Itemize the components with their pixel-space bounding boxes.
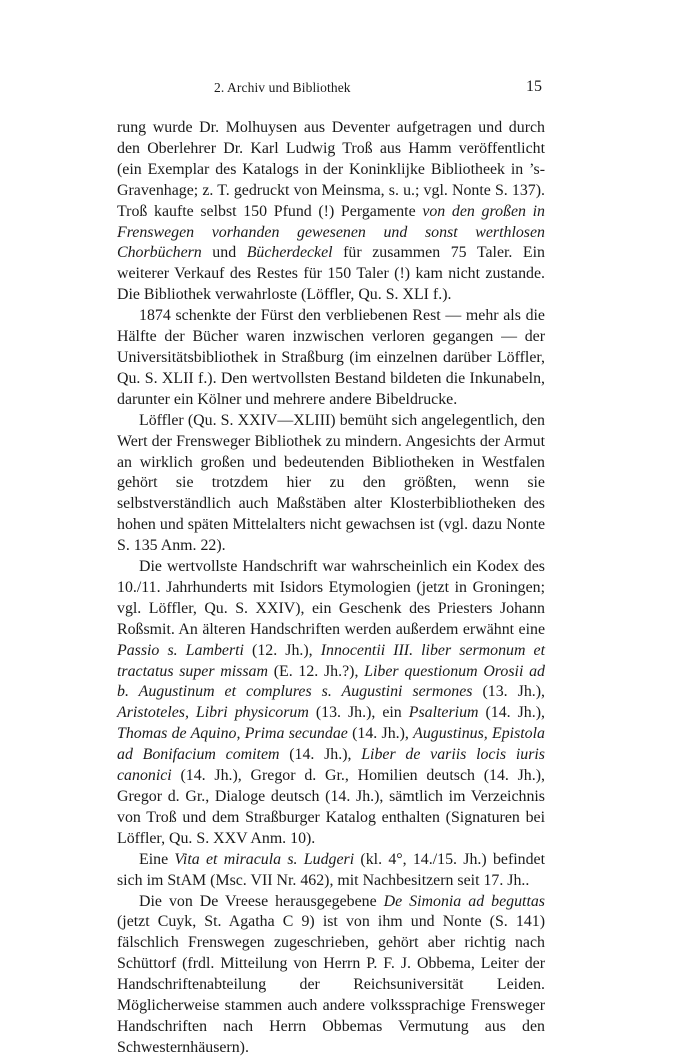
paragraph	[117, 850, 545, 892]
text-run: (14. Jh.),	[478, 704, 545, 722]
italic-run: Liber de variis locis iuris canonici	[117, 746, 545, 785]
paragraph	[117, 411, 545, 557]
italic-run: von den großen in Frenswegen vorhanden gewesenen und sonst werthlosen Chorbüchern	[117, 202, 545, 262]
body-text	[117, 118, 545, 1059]
text-run: Löffler (Qu. S. XXIV—XLIII) bemüht sich angelegentlich, den Wert der Frensweger Bibliothek zu mindern. Angesichts der Armut an wirklich großen und bedeutenden Bibliotheken in Westfalen gehört sie trotzdem hier zu den größten, wenn sie selbstverständlich auch Maßstäben alter Klosterbibliotheken des hohen und späten Mittelalters nicht gewachsen ist (vgl. dazu Nonte S. 135 Anm. 22).	[117, 411, 545, 555]
text-run: 1874 schenkte der Fürst den verbliebenen Rest — mehr als die Hälfte der Bücher waren inzwischen verloren gegangen — der Universitätsbibliothek in Straßburg (im einzelnen darüber Löffler, Qu. S. XLII f.). Den wertvollsten Bestand bildeten die Inkunabeln, darunter ein Kölner und mehrere andere Bibeldrucke.	[117, 307, 545, 408]
text-run: (13. Jh.), ein	[308, 704, 409, 722]
text-run: Die von De Vreese herausgegebene	[139, 892, 384, 910]
italic-run: Passio s. Lamberti	[117, 641, 244, 659]
text-run: rung wurde Dr. Molhuysen aus Deventer aufgetragen und durch den Oberlehrer Dr. Karl Ludwig Troß aus Hamm veröffentlicht (ein Exemplar des Katalogs in der Koninklijke Bibliotheek in ’s-Gravenhage; z. T. gedruckt von Meinsma, s. u.; vgl. Nonte S. 137). Troß kaufte selbst 150 Pfund (!) Pergamente	[117, 119, 545, 220]
text-run: (13. Jh.),	[472, 683, 545, 701]
italic-run: Augustinus, Epistola ad Bonifacium comitem	[117, 725, 545, 764]
text-run: (14. Jh.),	[347, 725, 414, 743]
italic-run: Liber questionum Orosii ad b. Augustinum et complures s. Augustini sermones	[117, 662, 545, 701]
text-run: Eine	[139, 850, 175, 868]
page-number: 15	[526, 78, 542, 95]
text-run: (12. Jh.),	[243, 641, 321, 659]
text-run: für zusammen 75 Taler. Ein weiterer Verkauf des Restes für 150 Taler (!) kam nicht zustande. Die Bibliothek verwahrloste (Löffler, Qu. S. XLI f.).	[117, 244, 546, 304]
paragraph	[117, 892, 545, 1059]
text-run: (jetzt Cuyk, St. Agatha C 9) ist von ihm und Nonte (S. 141) fälschlich Frenswegen zugeschrieben, gehört aber richtig nach Schüttorf (frdl. Mitteilung von Herrn P. F. J. Obbema, Leiter der Handschriftenabteilung der Reichsuniversität Leiden. Möglicherweise stammen auch andere volkssprachige Frensweger Handschriften nach Herrn Obbemas Vermutung aus den Schwesternhäusern).	[117, 913, 545, 1056]
text-run: (14. Jh.),	[279, 746, 362, 764]
running-head	[0, 80, 700, 100]
paragraph	[117, 306, 545, 411]
text-run: (E. 12. Jh.?),	[267, 662, 365, 680]
italic-run: Innocentii III. liber sermonum et tractatus super missam	[117, 641, 545, 680]
italic-run: Thomas de Aquino, Prima secundae	[117, 725, 348, 743]
italic-run: Aristoteles, Libri physicorum	[117, 704, 309, 722]
paragraph	[117, 557, 545, 850]
text-run: (14. Jh.), Gregor d. Gr., Homilien deutsch (14. Jh.), Gregor d. Gr., Dialoge deutsch (14. Jh.), sämtlich im Verzeichnis von Troß und dem Straßburger Katalog enthalten (Signaturen bei Löffler, Qu. S. XXV Anm. 10).	[117, 767, 545, 847]
text-run: (kl. 4°, 14./15. Jh.) befindet sich im StAM (Msc. VII Nr. 462), mit Nachbesitzern seit 17. Jh..	[117, 850, 546, 889]
italic-run: De Simonia ad beguttas	[383, 892, 545, 910]
italic-run: Bücherdeckel	[246, 244, 333, 262]
running-title: 2. Archiv und Bibliothek	[214, 80, 351, 95]
text-run: und	[201, 244, 247, 262]
italic-run: Vita et miracula s. Ludgeri	[174, 850, 355, 868]
text-run: Die wertvollste Handschrift war wahrscheinlich ein Kodex des 10./11. Jahrhunderts mit Isidors Etymologien (jetzt in Groningen; vgl. Löffler, Qu. S. XXIV), ein Geschenk des Priesters Johann Roßsmit. An älteren Handschriften werden außerdem erwähnt eine	[117, 558, 545, 638]
italic-run: Psalterium	[408, 704, 479, 722]
paragraph	[117, 118, 545, 306]
